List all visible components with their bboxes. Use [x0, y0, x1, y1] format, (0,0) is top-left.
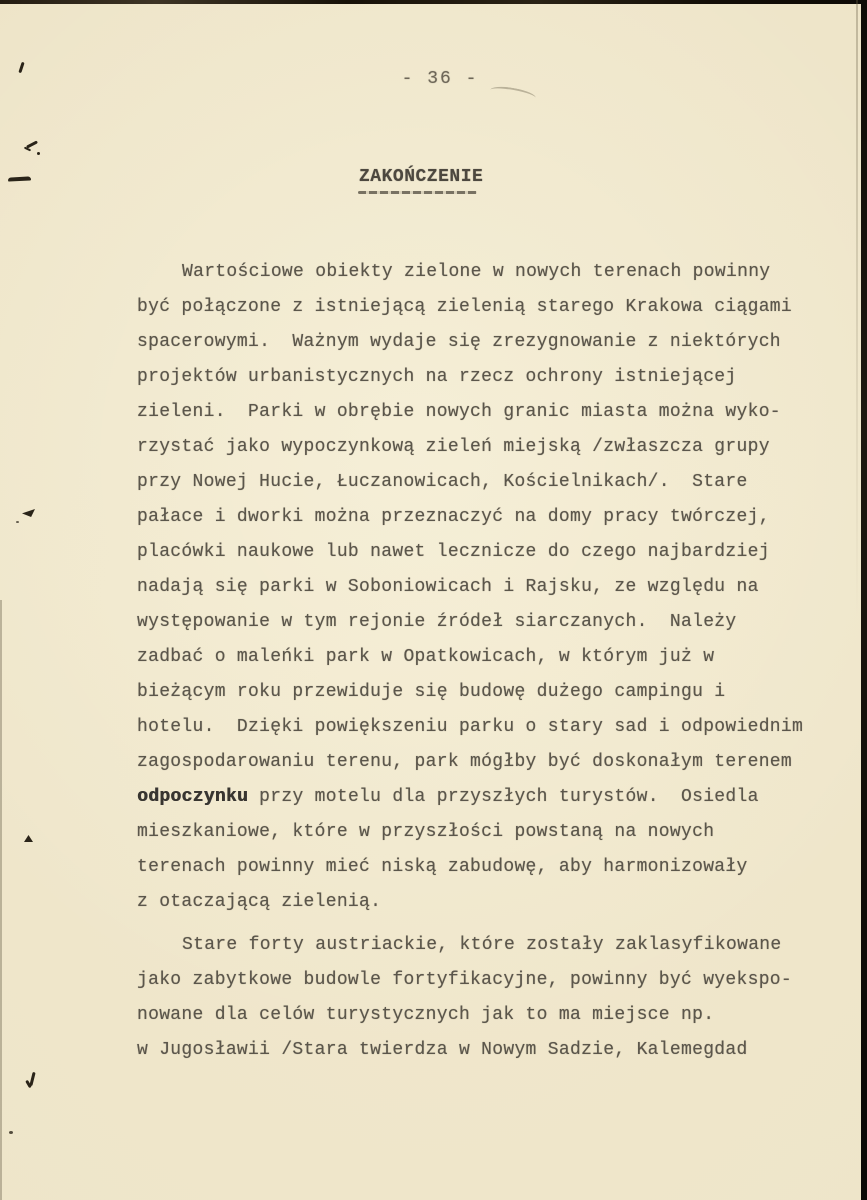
text-line-rest: przy motelu dla przyszłych turystów. Osiedla [248, 787, 759, 807]
title-underline [358, 191, 477, 194]
text-line: zadbać o maleńki park w Opatkowicach, w którym już w [137, 647, 715, 667]
ink-speck [37, 152, 40, 155]
page-title: ZAKOŃCZENIE [359, 167, 484, 187]
text-line: być połączone z istniejącą zielenią starego Krakowa ciągami [137, 297, 793, 317]
text-line: placówki naukowe lub nawet lecznicze do czego najbardziej [137, 542, 770, 562]
text-line: nowane dla celów turystycznych jak to ma miejsce np. [137, 1005, 715, 1025]
text-line: w Jugosławii /Stara twierdza w Nowym Sadzie, Kalemegdad [137, 1040, 748, 1060]
text-line: pałace i dworki można przeznaczyć na domy pracy twórczej, [137, 507, 770, 527]
body-text [137, 255, 837, 1068]
scan-edge-right [861, 0, 867, 1200]
ink-mark [24, 835, 33, 842]
ink-mark [24, 147, 31, 152]
text-line: przy Nowej Hucie, Łuczanowicach, Kościelnikach/. Stare [137, 472, 748, 492]
text-line: mieszkaniowe, które w przyszłości powstaną na nowych [137, 822, 715, 842]
text-line: spacerowymi. Ważnym wydaje się zrezygnowanie z niektórych [137, 332, 781, 352]
text-line: bieżącym roku przewiduje się budowę dużego campingu i [137, 682, 726, 702]
page-number: - 36 - [401, 69, 479, 89]
text-line-overstruck [137, 780, 837, 815]
text-line: Wartościowe obiekty zielone w nowych terenach powinny [182, 262, 771, 282]
text-line: rzystać jako wypoczynkową zieleń miejską /zwłaszcza grupy [137, 437, 770, 457]
text-line: Stare forty austriackie, które zostały zaklasyfikowane [182, 935, 782, 955]
ink-mark [22, 509, 35, 517]
text-line: występowanie w tym rejonie źródeł siarczanych. Należy [137, 612, 737, 632]
ink-mark [8, 176, 31, 181]
ink-speck [16, 521, 19, 523]
scan-edge-left [0, 600, 2, 1200]
text-line: jako zabytkowe budowle fortyfikacyjne, powinny być wyekspo- [137, 970, 793, 990]
text-line: zagospodarowaniu terenu, park mógłby być doskonałym terenem [137, 752, 793, 772]
overstruck-word: odpoczynku [137, 787, 249, 807]
text-line: projektów urbanistycznych na rzecz ochrony istniejącej [137, 367, 737, 387]
ink-speck [9, 1131, 13, 1134]
text-line: zieleni. Parki w obrębie nowych granic miasta można wyko- [137, 402, 781, 422]
scan-edge-top [0, 0, 867, 4]
paper-fold-line [856, 0, 858, 620]
text-line: hotelu. Dzięki powiększeniu parku o stary sad i odpowiednim [137, 717, 804, 737]
text-line: z otaczającą zielenią. [137, 892, 382, 912]
text-line: terenach powinny mieć niską zabudowę, aby harmonizowały [137, 857, 748, 877]
text-line: nadają się parki w Soboniowicach i Rajsku, ze względu na [137, 577, 759, 597]
